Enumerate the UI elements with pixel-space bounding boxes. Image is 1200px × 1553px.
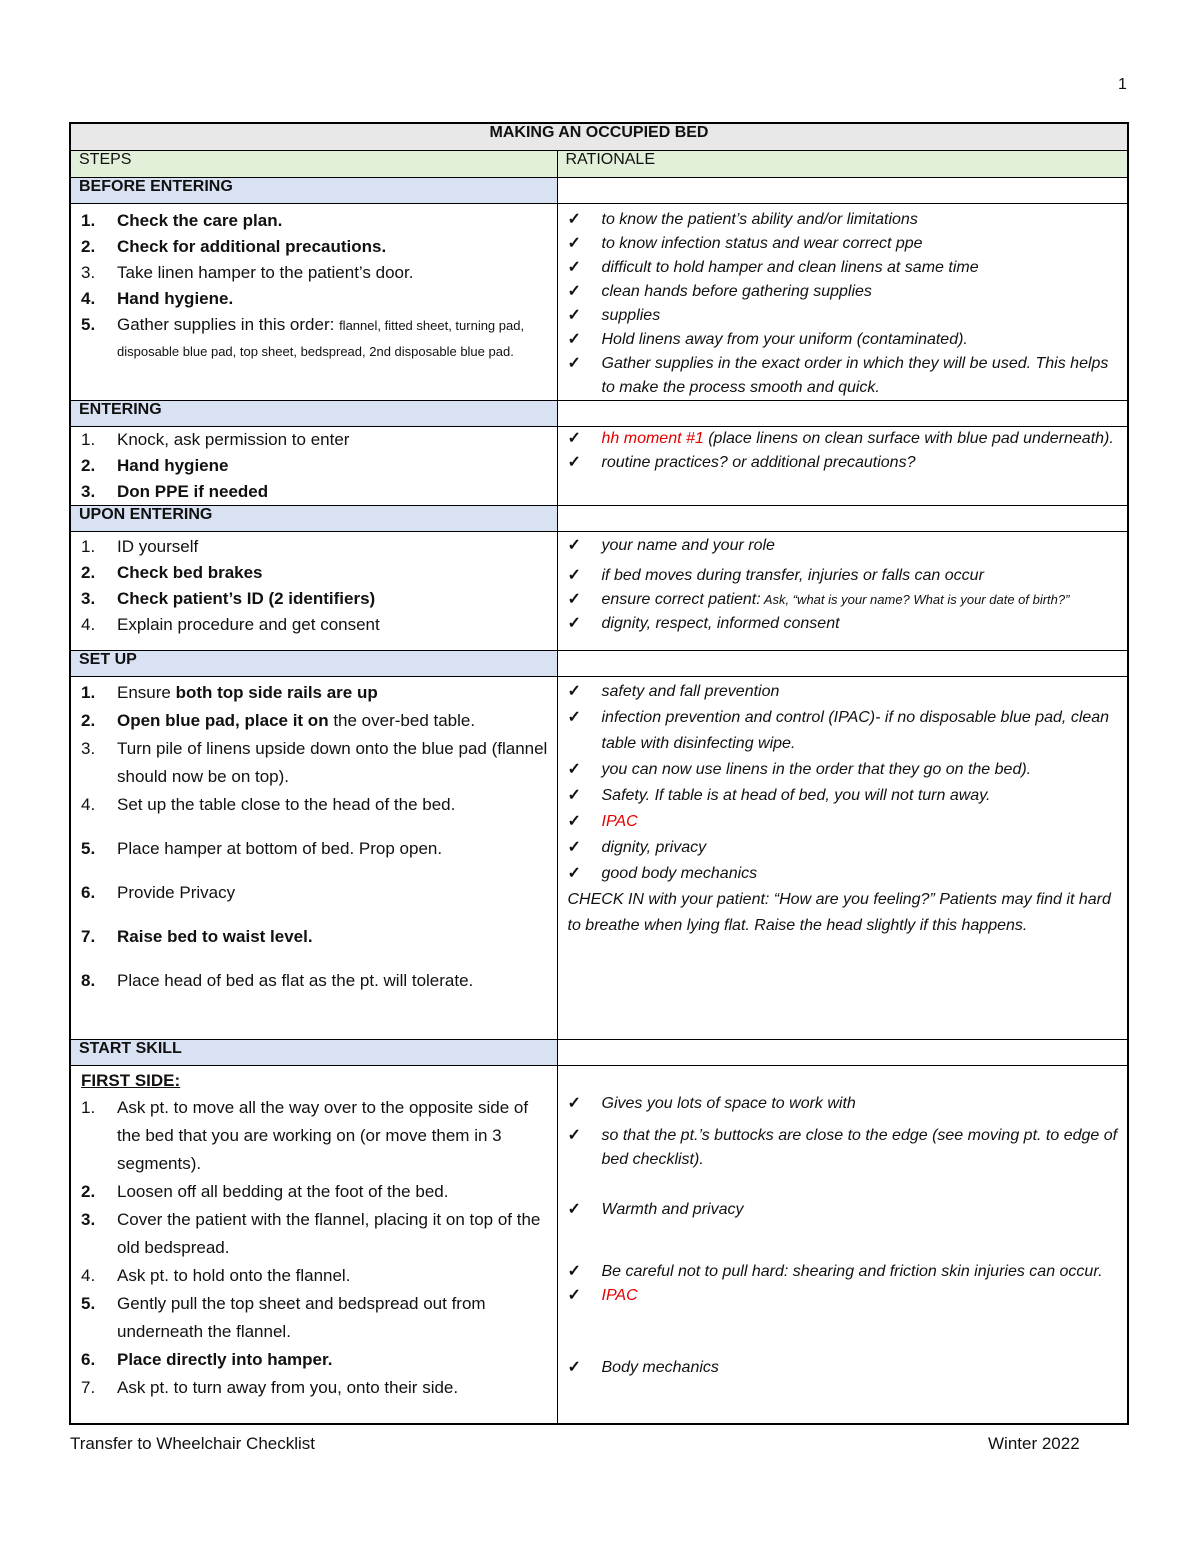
- check-icon: ✓: [567, 709, 581, 726]
- check-in-note: CHECK IN with your patient: “How are you feeling?” Patients may find it hard to breathe when lying flat. Raise the head slightly if this happens.: [567, 891, 1111, 934]
- check-icon: ✓: [567, 430, 581, 447]
- setup-rationale-cell: [557, 677, 1128, 1040]
- step-item: 4. Explain procedure and get consent: [81, 615, 380, 634]
- step-item: 1. Knock, ask permission to enter: [81, 430, 350, 449]
- step-item: 1. Ask pt. to move all the way over to the opposite side of the bed that you are working on (or move them in 3 segments).: [81, 1098, 529, 1173]
- upon-steps-cell: [70, 532, 557, 651]
- step-item: 1. ID yourself: [81, 537, 199, 556]
- entering-steps-cell: [70, 427, 557, 506]
- check-icon: ✓: [567, 839, 581, 856]
- check-icon: ✓: [567, 1287, 581, 1304]
- step-item: 3. Take linen hamper to the patient’s door.: [81, 263, 414, 282]
- check-icon: ✓: [567, 761, 581, 778]
- section-set-up: SET UP: [70, 651, 557, 677]
- check-icon: ✓: [567, 683, 581, 700]
- step-item: 6. Provide Privacy: [81, 883, 236, 902]
- rationale-item: ✓ good body mechanics: [566, 861, 1120, 887]
- rationale-item: ✓ difficult to hold hamper and clean linens at same time: [566, 256, 1120, 280]
- step-item: 7. Ask pt. to turn away from you, onto their side.: [81, 1378, 459, 1397]
- step-item: 2. Check for additional precautions.: [81, 237, 387, 256]
- step-item: 2. Loosen off all bedding at the foot of the bed.: [81, 1182, 449, 1201]
- check-icon: ✓: [567, 454, 581, 471]
- section-upon-entering: UPON ENTERING: [70, 506, 557, 532]
- rationale-item: ✓ Safety. If table is at head of bed, you will not turn away.: [566, 783, 1120, 809]
- page-number: 1: [1118, 76, 1127, 93]
- upon-rationale-cell: [557, 532, 1128, 651]
- rationale-item: ✓ you can now use linens in the order that they go on the bed).: [566, 757, 1120, 783]
- rationale-item: ✓ safety and fall prevention: [566, 679, 1120, 705]
- step-item: 5. Gently pull the top sheet and bedspread out from underneath the flannel.: [81, 1294, 486, 1341]
- before-rationale-cell: [557, 204, 1128, 401]
- step-item: 4. Ask pt. to hold onto the flannel.: [81, 1266, 351, 1285]
- step-item: 2. Check bed brakes: [81, 563, 263, 582]
- rationale-item: ✓ IPAC: [566, 1284, 1120, 1308]
- rationale-item: ✓ if bed moves during transfer, injuries or falls can occur: [566, 564, 1120, 588]
- step-item: 4. Set up the table close to the head of the bed.: [81, 795, 456, 814]
- step-item: 4. Hand hygiene.: [81, 289, 234, 308]
- step-item: 3. Check patient’s ID (2 identifiers): [81, 589, 376, 608]
- check-icon: ✓: [567, 591, 581, 608]
- check-icon: ✓: [567, 235, 581, 252]
- check-icon: ✓: [567, 615, 581, 632]
- rationale-item: ✓ routine practices? or additional precautions?: [566, 451, 1120, 475]
- step-item: 3. Turn pile of linens upside down onto the blue pad (flannel should now be on top).: [81, 739, 548, 786]
- section-start-skill: START SKILL: [70, 1040, 557, 1066]
- step-item: 3. Don PPE if needed: [81, 482, 269, 501]
- check-icon: ✓: [567, 1359, 581, 1376]
- footer-term: Winter 2022: [988, 1434, 1080, 1453]
- rationale-item: ✓ Gather supplies in the exact order in which they will be used. This helps to make the process smooth and quick.: [566, 352, 1120, 400]
- rationale-item: ✓ to know the patient’s ability and/or limitations: [566, 208, 1120, 232]
- step-item: 5. Place hamper at bottom of bed. Prop open.: [81, 839, 443, 858]
- step-item: 7. Raise bed to waist level.: [81, 927, 313, 946]
- check-icon: ✓: [567, 567, 581, 584]
- step-item: 6. Place directly into hamper.: [81, 1350, 333, 1369]
- rationale-item: ✓ clean hands before gathering supplies: [566, 280, 1120, 304]
- check-icon: ✓: [567, 211, 581, 228]
- check-icon: ✓: [567, 355, 581, 372]
- step-item: 1. Check the care plan.: [81, 211, 283, 230]
- rationale-item: ✓ IPAC: [566, 809, 1120, 835]
- step-item: 2. Hand hygiene: [81, 456, 229, 475]
- rationale-item: ✓ dignity, privacy: [566, 835, 1120, 861]
- section-before-entering: BEFORE ENTERING: [70, 178, 557, 204]
- step-item: 3. Cover the patient with the flannel, placing it on top of the old bedspread.: [81, 1210, 541, 1257]
- rationale-item: ✓ dignity, respect, informed consent: [566, 612, 1120, 636]
- steps-header: STEPS: [70, 151, 557, 178]
- check-icon: ✓: [567, 331, 581, 348]
- check-icon: ✓: [567, 1263, 581, 1280]
- rationale-item: ✓ to know infection status and wear correct ppe: [566, 232, 1120, 256]
- check-icon: ✓: [567, 307, 581, 324]
- rationale-item: ✓ your name and your role: [566, 534, 1120, 558]
- rationale-item: ✓ supplies: [566, 304, 1120, 328]
- step-item: 1. Ensure both top side rails are up: [81, 683, 378, 702]
- rationale-item: ✓ Body mechanics: [566, 1356, 1120, 1380]
- step-item: 5. Gather supplies in this order: flannel, fitted sheet, turning pad, disposable blue pad, top sheet, bedspread, 2nd disposable blue pad.: [81, 315, 525, 359]
- check-icon: ✓: [567, 1095, 581, 1112]
- start-steps-cell: [70, 1066, 557, 1425]
- check-icon: ✓: [567, 1127, 581, 1144]
- rationale-item: ✓ Warmth and privacy: [566, 1198, 1120, 1222]
- first-side-heading: FIRST SIDE:: [81, 1071, 181, 1090]
- check-icon: ✓: [567, 787, 581, 804]
- check-icon: ✓: [567, 537, 581, 554]
- rationale-item: ✓ infection prevention and control (IPAC)- if no disposable blue pad, clean table with disinfecting wipe.: [566, 705, 1120, 757]
- rationale-item: ✓ Hold linens away from your uniform (contaminated).: [566, 328, 1120, 352]
- rationale-item: ✓ hh moment #1 (place linens on clean surface with blue pad underneath).: [566, 427, 1120, 451]
- check-icon: ✓: [567, 283, 581, 300]
- checklist-table: [69, 122, 1129, 1425]
- setup-steps-cell: [70, 677, 557, 1040]
- footer-title: Transfer to Wheelchair Checklist: [70, 1434, 316, 1453]
- table-title: MAKING AN OCCUPIED BED: [70, 123, 1128, 151]
- rationale-item: ✓ Gives you lots of space to work with: [566, 1092, 1120, 1116]
- check-icon: ✓: [567, 865, 581, 882]
- entering-rationale-cell: [557, 427, 1128, 506]
- start-rationale-cell: [557, 1066, 1128, 1425]
- rationale-header: RATIONALE: [557, 151, 1128, 178]
- check-icon: ✓: [567, 1201, 581, 1218]
- rationale-item: ✓ Be careful not to pull hard: shearing and friction skin injuries can occur.: [566, 1260, 1120, 1284]
- rationale-item: ✓ ensure correct patient: Ask, “what is your name? What is your date of birth?”: [566, 588, 1120, 612]
- before-steps-cell: [70, 204, 557, 401]
- step-item: 2. Open blue pad, place it on the over-bed table.: [81, 711, 476, 730]
- section-entering: ENTERING: [70, 401, 557, 427]
- rationale-item: ✓ so that the pt.’s buttocks are close to the edge (see moving pt. to edge of bed checklist).: [566, 1124, 1120, 1172]
- step-item: 8. Place head of bed as flat as the pt. will tolerate.: [81, 971, 474, 990]
- check-icon: ✓: [567, 813, 581, 830]
- check-icon: ✓: [567, 259, 581, 276]
